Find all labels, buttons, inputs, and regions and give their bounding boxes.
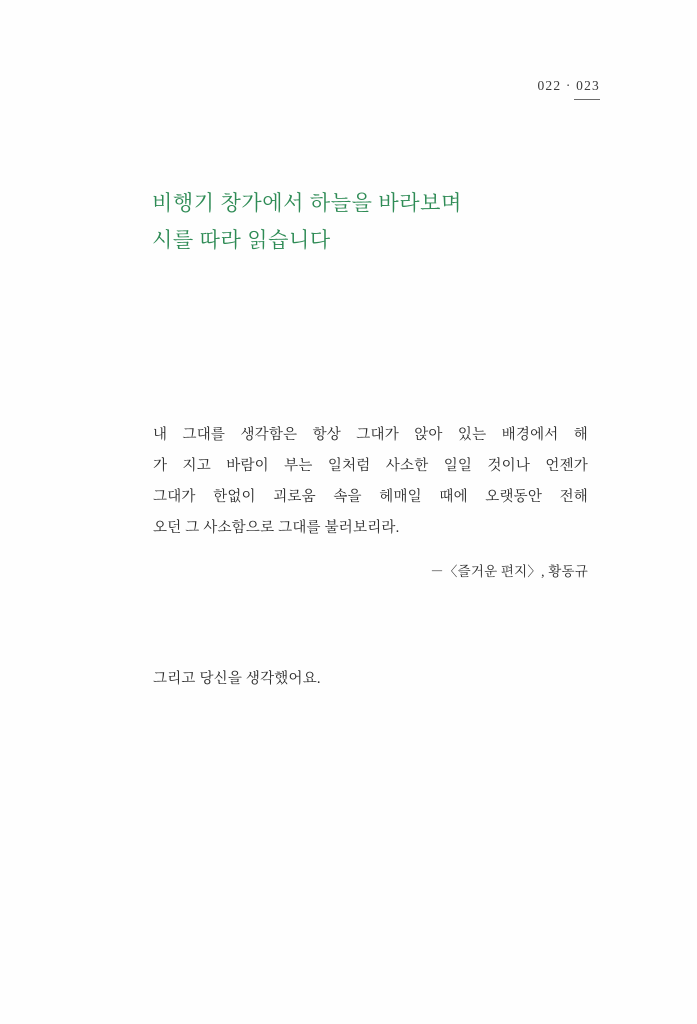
page-number: 022 · 023 — [537, 78, 600, 93]
quote-line: 가 지고 바람이 부는 일처럼 사소한 일일 것이나 언젠가 — [153, 458, 588, 474]
quote-line: 오던 그 사소함으로 그대를 불러보리라. — [153, 520, 400, 536]
folio-rule — [574, 99, 600, 100]
closing-sentence: 그리고 당신을 생각했어요. — [153, 671, 321, 687]
quote-line: 그대가 한없이 괴로움 속을 헤매일 때에 오랫동안 전해 — [153, 489, 588, 505]
poem-quote — [153, 420, 588, 580]
title-line-1: 비행기 창가에서 하늘을 바라보며 — [152, 191, 462, 215]
quote-line: 내 그대를 생각함은 항상 그대가 앉아 있는 배경에서 해 — [153, 427, 588, 443]
page-folio — [537, 78, 600, 100]
page-title — [152, 185, 592, 259]
title-line-2: 시를 따라 읽습니다 — [152, 228, 331, 252]
quote-attribution: －〈즐거운 편지〉, 황동규 — [430, 564, 588, 579]
